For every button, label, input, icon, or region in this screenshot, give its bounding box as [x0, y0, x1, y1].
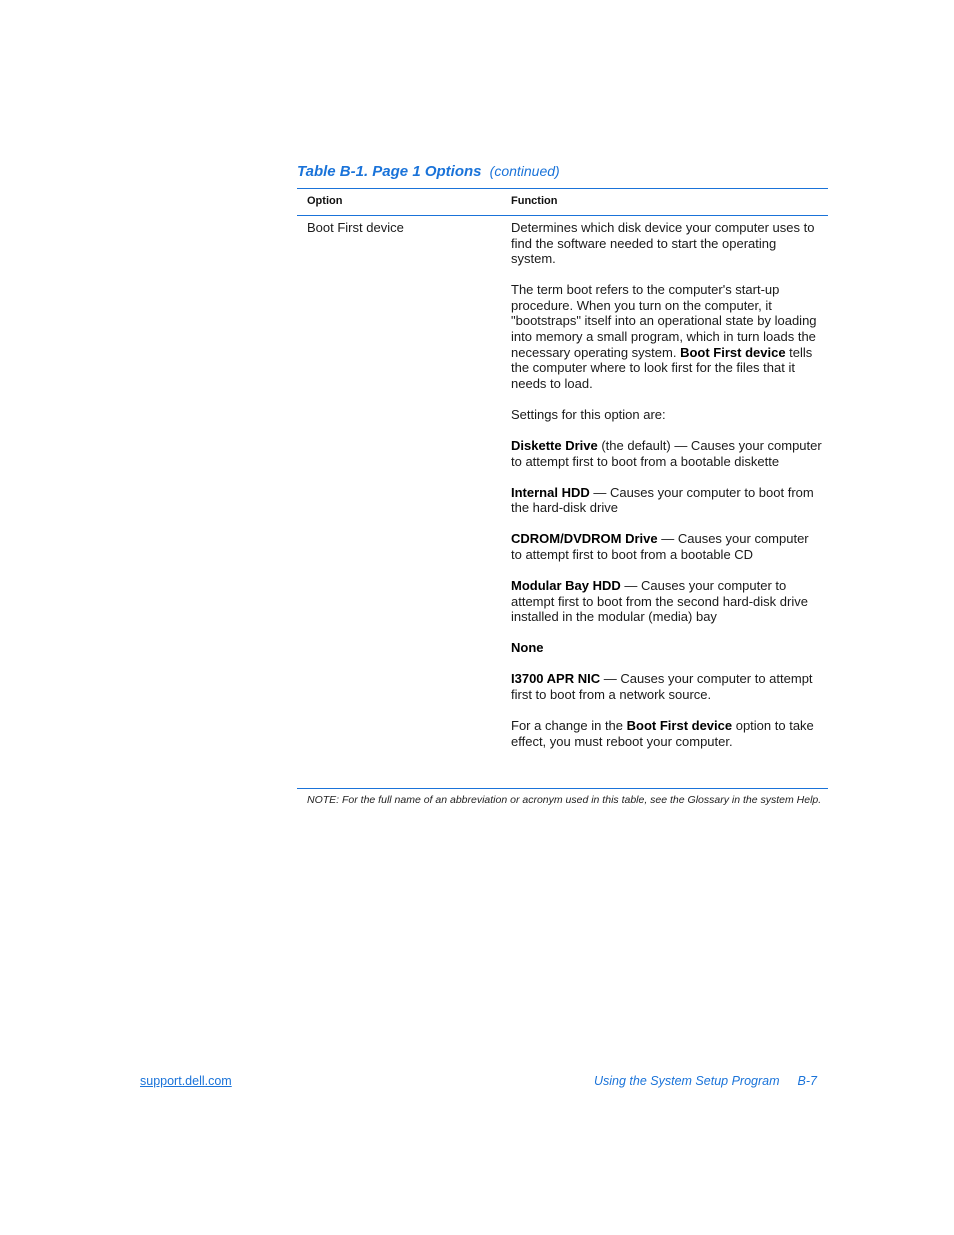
setting-internal-hdd: Internal HDD — Causes your computer to boot from the hard-disk drive: [511, 484, 814, 516]
page-footer: [594, 1074, 817, 1088]
header-bottom-rule: [297, 215, 828, 216]
column-header-function: Function: [511, 195, 558, 207]
table-top-rule: [297, 188, 828, 189]
function-boot-explanation: The term boot refers to the computer's start-up procedure. When you turn on the computer, it "bootstraps" itself into an operational state by loading into memory a small program, which in turn loads the necessary operating system. Boot First device tells the computer where to look first for the files that it needs to load.: [511, 282, 817, 391]
page-number: B-7: [797, 1074, 817, 1088]
table-caption: [297, 163, 560, 180]
setting-nic: I3700 APR NIC — Causes your computer to attempt first to boot from a network source.: [511, 671, 813, 703]
setting-diskette: Diskette Drive (the default) — Causes your computer to attempt first to boot from a bootable diskette: [511, 438, 822, 469]
setting-modular-bay: Modular Bay HDD — Causes your computer to attempt first to boot from the second hard-disk drive installed in the modular (media) bay: [511, 578, 808, 625]
settings-intro: Settings for this option are:: [511, 406, 666, 422]
setting-none: None: [511, 640, 544, 656]
table-caption-title: Table B-1. Page 1 Options: [297, 163, 482, 180]
support-link[interactable]: support.dell.com: [140, 1074, 232, 1088]
table-bottom-rule: [297, 788, 828, 789]
function-cell: [511, 220, 823, 765]
table-caption-continued: (continued): [489, 163, 560, 179]
column-header-option: Option: [307, 195, 343, 207]
function-intro: Determines which disk device your computer uses to find the software needed to start the operating system.: [511, 220, 815, 267]
option-cell: Boot First device: [307, 220, 404, 235]
setting-cdrom: CDROM/DVDROM Drive — Causes your computer to attempt first to boot from a bootable CD: [511, 531, 809, 562]
footer-section-title: Using the System Setup Program: [594, 1074, 780, 1088]
table-note: NOTE: For the full name of an abbreviation or acronym used in this table, see the Glossary in the system Help.: [307, 794, 822, 806]
reboot-note: For a change in the Boot First device option to take effect, you must reboot your computer.: [511, 718, 814, 749]
